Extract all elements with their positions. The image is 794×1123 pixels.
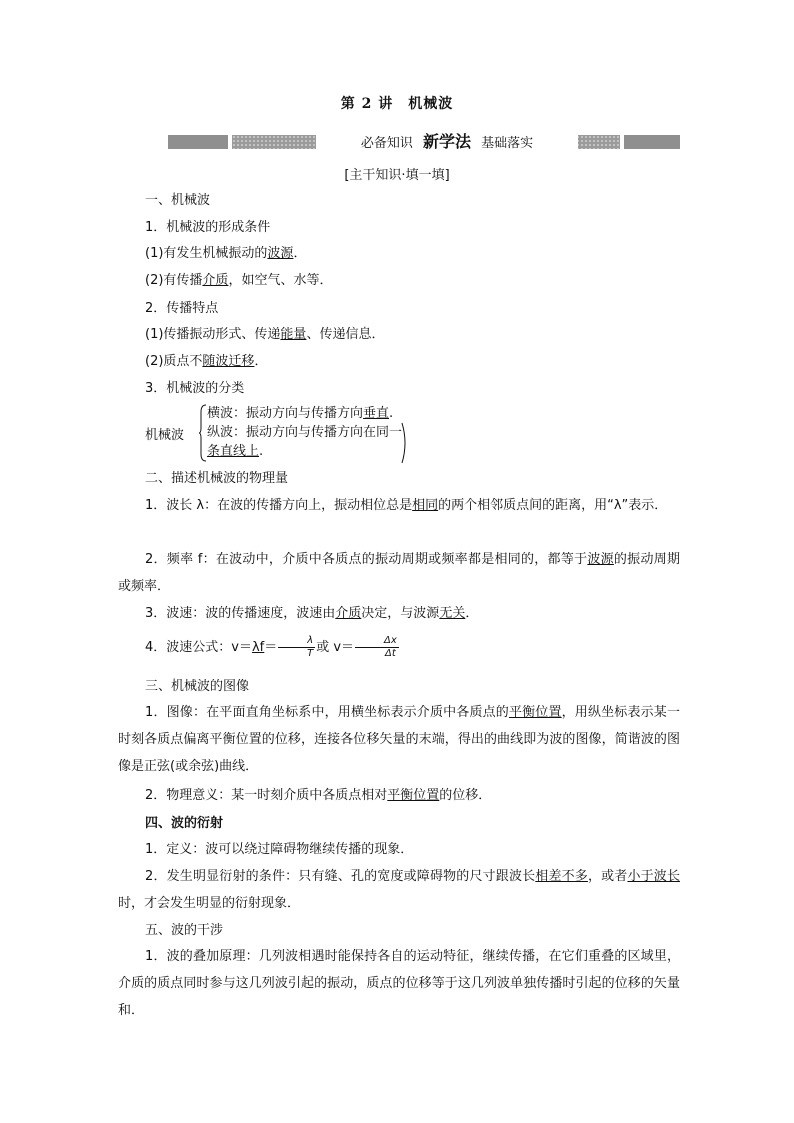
denominator: Δt	[385, 648, 396, 659]
text: 4．波速公式：v＝	[145, 640, 252, 655]
fraction-dx-over-dt	[355, 635, 399, 660]
answer-blank: 垂直	[363, 406, 390, 421]
text: (1)有发生机械振动的	[145, 246, 268, 261]
s3-paragraph-1	[118, 699, 680, 780]
longitudinal-wave-line-2	[207, 442, 407, 461]
s4-paragraph-1: 1．定义：波可以绕过障碍物继续传播的现象．	[145, 842, 414, 857]
numerator: Δx	[355, 635, 399, 648]
s2-paragraph-2	[118, 546, 680, 600]
s2-paragraph-3	[118, 600, 680, 627]
banner-center: 新学法	[422, 132, 471, 151]
text: ＝	[264, 640, 278, 655]
lesson-title: 第 2 讲 机械波	[340, 96, 454, 112]
text: ，用纵坐标表示某一时刻各质点偏离平衡位置的位移，连接各位移矢量的末端，得出的曲线即为波的图像，简谐波的图像是正弦(或余弦)曲线．	[118, 705, 680, 774]
subtitle: [主干知识·填一填]	[344, 168, 450, 183]
s4-paragraph-2	[118, 863, 680, 917]
s2-paragraph-4	[118, 634, 680, 661]
text: ．	[293, 246, 307, 261]
text: 的振动周期或频率．	[118, 552, 680, 594]
s1-item-2a	[145, 326, 384, 344]
banner-right: 基础落实	[481, 136, 534, 151]
fraction-lambda-over-t	[278, 635, 315, 660]
banner-dots-left	[232, 135, 318, 149]
text: 、传递信息．	[306, 327, 385, 342]
s1-item-1b	[145, 272, 332, 290]
answer-blank: 介质	[335, 606, 362, 621]
s1-item-1a	[145, 245, 306, 263]
banner-left: 必备知识	[360, 136, 413, 151]
text: 横波：振动方向与传播方向	[207, 406, 364, 421]
answer-blank: 能量	[280, 327, 307, 342]
denominator: T	[307, 648, 314, 659]
s1-item-2: 2．传播特点	[145, 301, 219, 316]
text: 1．波长 λ：在波的传播方向上，振动相位总是	[145, 498, 413, 513]
answer-blank: 波源	[267, 246, 294, 261]
answer-blank: 介质	[202, 273, 229, 288]
numerator: λ	[278, 635, 315, 648]
banner-dots-right	[576, 135, 620, 149]
answer-blank: 随波迁移	[202, 354, 255, 369]
banner-bar-right	[624, 135, 680, 149]
text: 决定，与波源	[361, 606, 440, 621]
s1-item-1: 1．机械波的形成条件	[145, 220, 271, 235]
text: 或 v＝	[316, 640, 355, 655]
section-5-heading: 五、波的干涉	[145, 923, 224, 938]
text: .	[389, 406, 394, 421]
text: (2)有传播	[145, 273, 203, 288]
s1-item-3: 3．机械波的分类	[145, 381, 245, 396]
text: 2．发生明显衍射的条件：只有缝、孔的宽度或障碍物的尺寸跟波长	[145, 869, 536, 884]
text: ，如空气、水等．	[228, 273, 333, 288]
longitudinal-wave-line: 纵波：振动方向与传播方向在同一	[207, 425, 403, 440]
text: .	[259, 444, 264, 459]
brace-label: 机械波	[145, 428, 185, 443]
text: 的两个相邻质点间的距离，用“λ”表示．	[438, 498, 668, 513]
text: 1．图像：在平面直角坐标系中，用横坐标表示介质中各质点的	[145, 705, 509, 720]
text: (2)质点不	[145, 354, 203, 369]
answer-blank: 相同	[412, 498, 439, 513]
right-paren-icon	[401, 422, 409, 464]
banner-text	[316, 132, 578, 152]
wave-classification	[145, 404, 415, 462]
banner-bar-left	[168, 135, 228, 149]
s5-paragraph-1: 1．波的叠加原理：几列波相遇时能保持各自的运动特征，继续传播，在它们重叠的区域里，介质的质点同时参与这几列波引起的振动，质点的位移等于这几列波单独传播时引起的位移的矢量和．	[118, 949, 680, 1018]
text: ，或者	[587, 869, 628, 884]
text: 时，才会发生明显的衍射现象．	[118, 896, 301, 911]
section-1-heading: 一、机械波	[145, 193, 211, 208]
s1-item-2b	[145, 353, 267, 371]
brace-lines	[207, 404, 407, 461]
text: 2．频率 f：在波动中，介质中各质点的振动周期或频率都是相同的，都等于	[145, 552, 588, 567]
text: ．	[254, 354, 268, 369]
s3-paragraph-2	[118, 782, 680, 809]
answer-blank: 平衡位置	[387, 788, 440, 803]
section-4-heading: 四、波的衍射	[145, 816, 224, 831]
section-3-heading: 三、机械波的图像	[145, 679, 250, 694]
section-banner	[168, 132, 680, 152]
transverse-wave-line	[207, 404, 407, 423]
text: ．	[465, 606, 479, 621]
text: 2．物理意义：某一时刻介质中各质点相对	[145, 788, 388, 803]
answer-blank: 小于波长	[627, 869, 680, 884]
left-brace-icon	[199, 404, 207, 462]
answer-blank: 无关	[439, 606, 466, 621]
s2-paragraph-1	[118, 492, 680, 519]
text: (1)传播振动形式、传递	[145, 327, 281, 342]
answer-blank: 波源	[587, 552, 614, 567]
answer-blank: λf	[251, 640, 265, 655]
section-2-heading: 二、描述机械波的物理量	[145, 471, 289, 486]
answer-blank: 相差不多	[535, 869, 588, 884]
text: 3．波速：波的传播速度，波速由	[145, 606, 336, 621]
text: 的位移．	[439, 788, 492, 803]
answer-blank: 条直线上	[207, 444, 260, 459]
answer-blank: 平衡位置	[508, 705, 562, 720]
